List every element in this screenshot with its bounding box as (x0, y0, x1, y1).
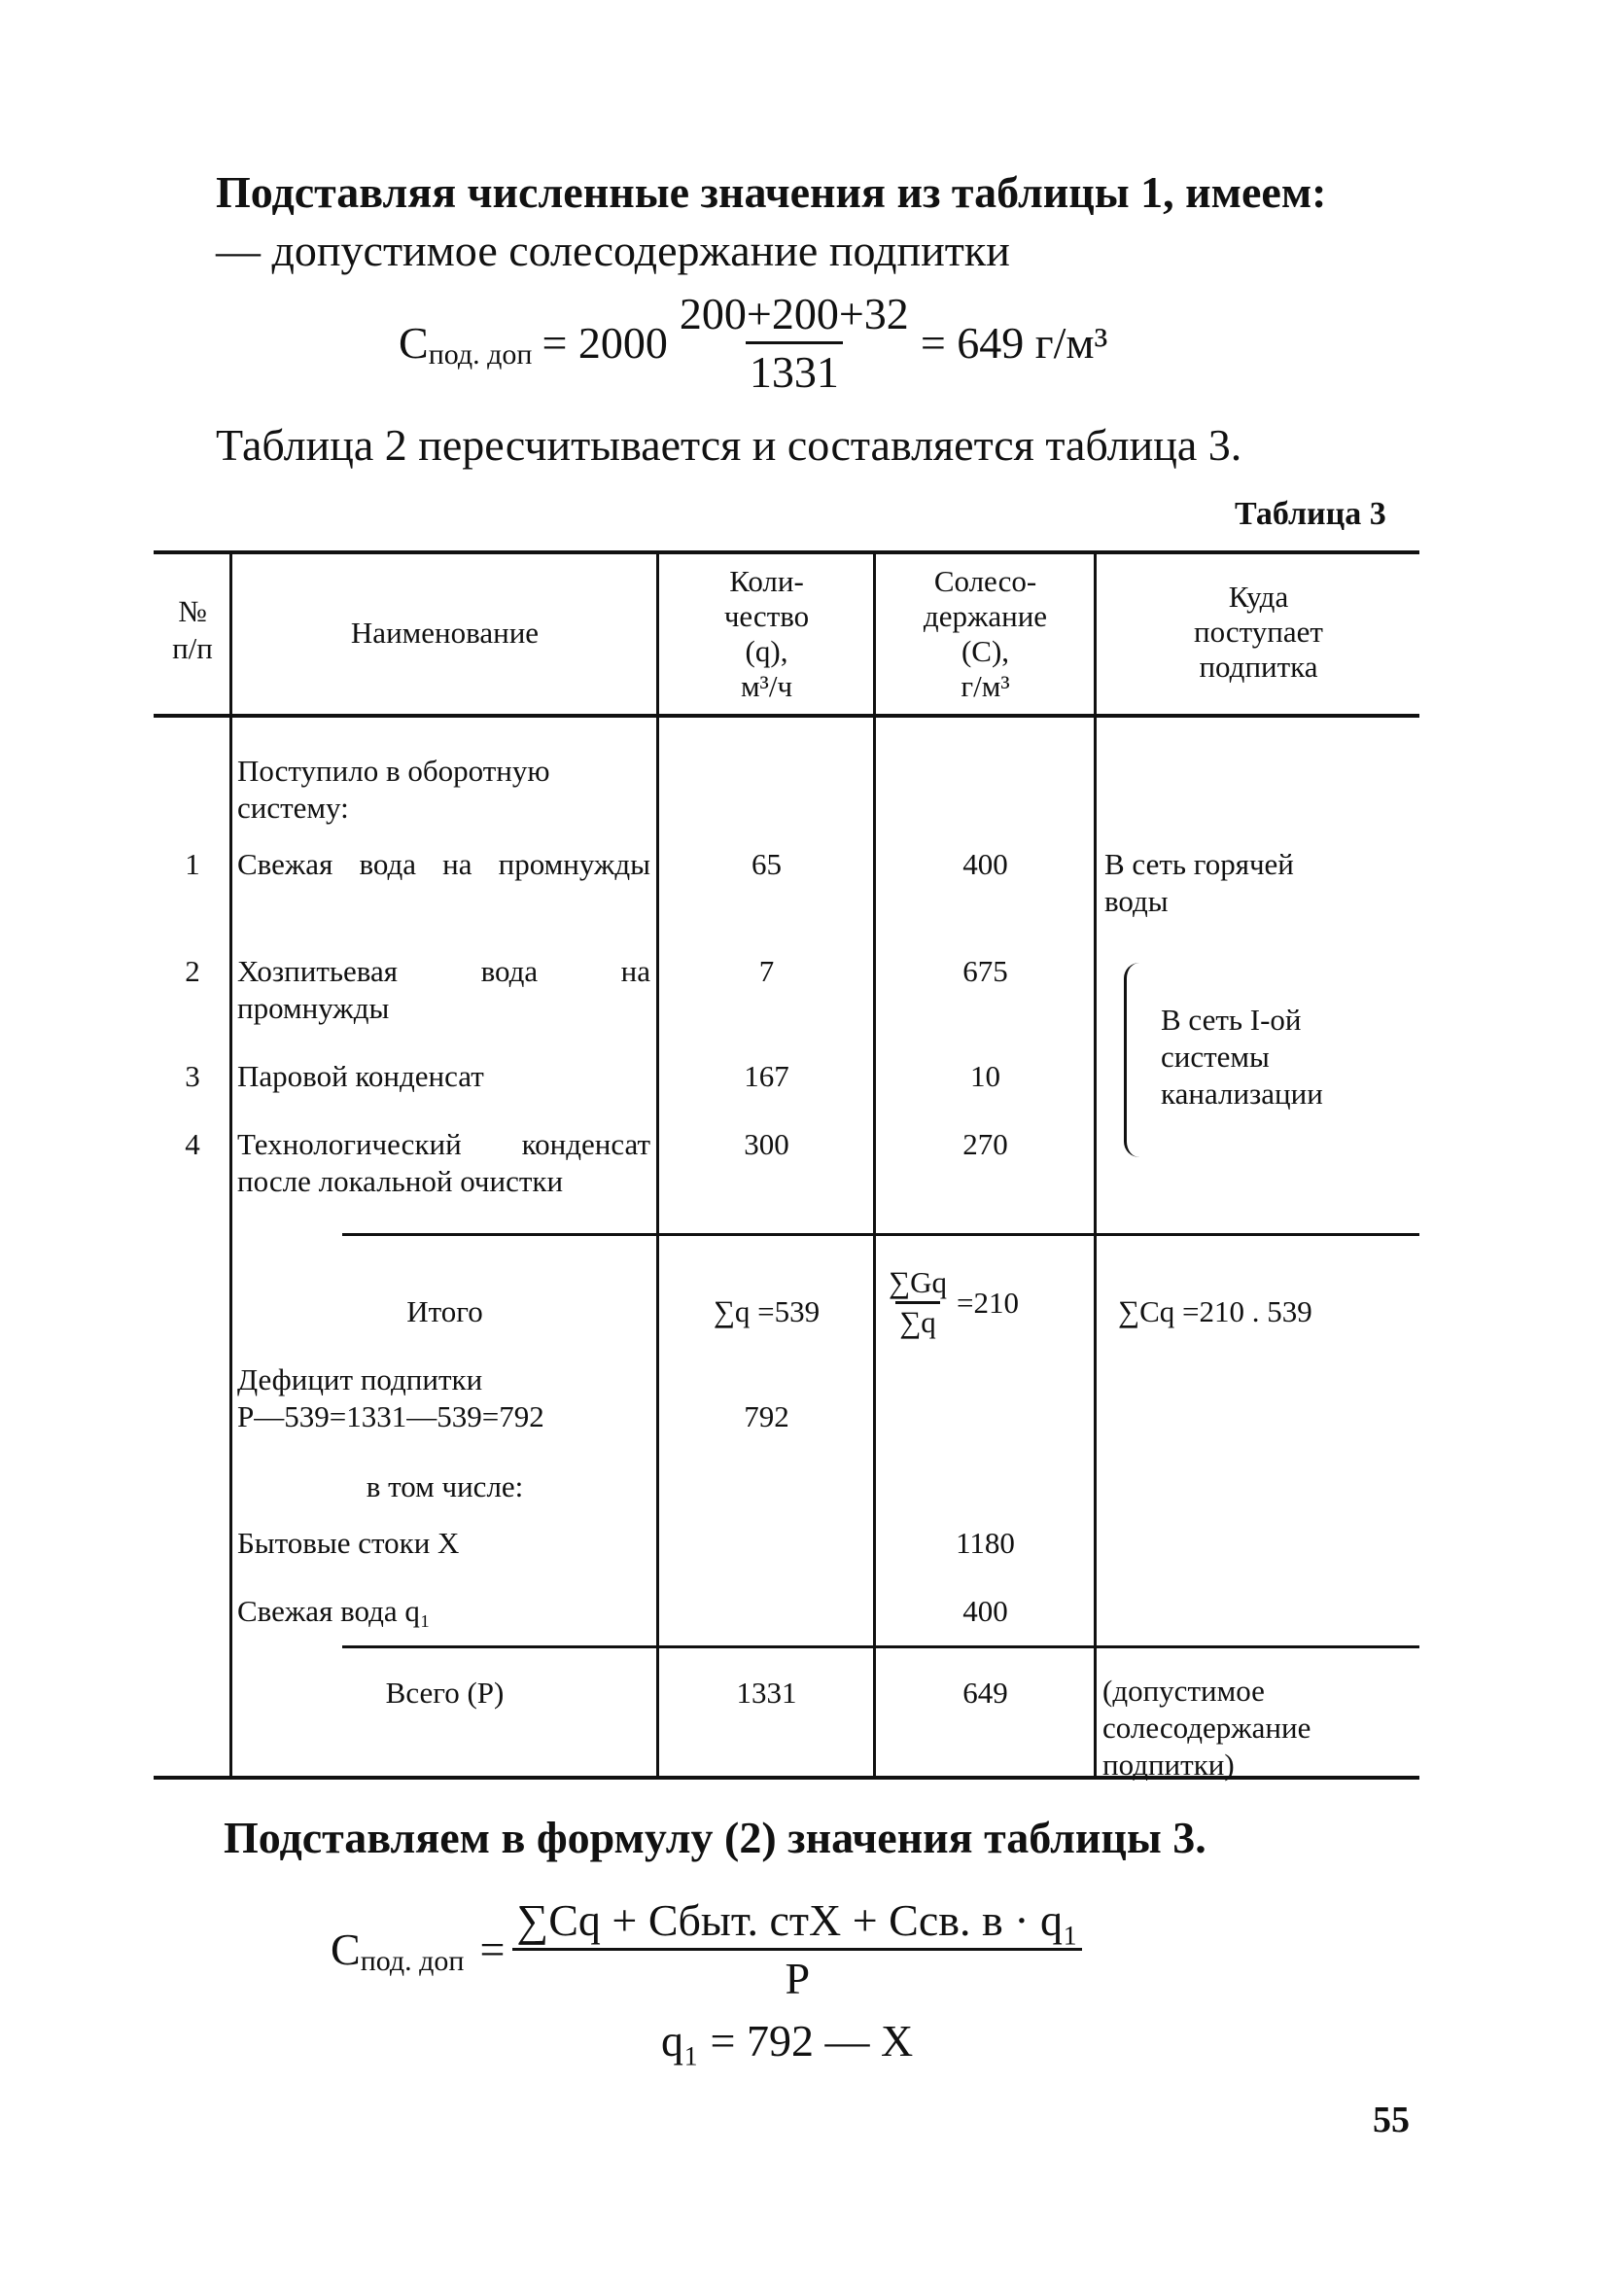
deficit-label-line-1: Дефицит подпитки (237, 1362, 483, 1396)
itogo-dest: ∑Cq =210 . 539 (1118, 1294, 1312, 1328)
header-dest: Куда поступает подпитка (1194, 580, 1323, 684)
formula-1-lhs: С (399, 318, 429, 368)
row-3-name: Паровой конденсат (237, 1059, 484, 1093)
itogo-salt-denominator: ∑q (895, 1301, 940, 1341)
table-intro: Таблица 2 пересчитывается и составляется таблица 3. (216, 420, 1242, 470)
table-total-rule (342, 1645, 1419, 1648)
formula-1-rhs: = 649 г/м³ (920, 318, 1108, 368)
itogo-salt-value: =210 (957, 1285, 1019, 1320)
row-4-salt: 270 (962, 1127, 1008, 1161)
header-name: Наименование (350, 616, 540, 650)
itogo-salt (885, 1264, 1094, 1341)
formula-2 (331, 1894, 1090, 2004)
formula-1-numerator: 200+200+32 (679, 289, 909, 338)
col-divider-2 (656, 554, 659, 1776)
total-label: Всего (Р) (385, 1676, 505, 1710)
row-2-num: 2 (185, 954, 200, 988)
formula-1-eq: = 2000 (542, 318, 668, 368)
header-num: № п/п (172, 594, 213, 665)
table-itogo-rule (342, 1233, 1419, 1236)
deficit-qty: 792 (744, 1399, 789, 1433)
row-4-num: 4 (185, 1127, 200, 1161)
intro-line-1: Подставляя численные значения из таблицы 1, имеем: (216, 167, 1327, 217)
formula-2-denominator: Р (512, 1948, 1082, 2004)
total-salt: 649 (962, 1676, 1008, 1710)
table-header-rule (154, 714, 1419, 718)
sub-row-2-name: Свежая вода q₁ (237, 1594, 431, 1628)
group-brace (1124, 963, 1140, 1157)
intro-line-2: — допустимое солесодержание подпитки (216, 226, 1010, 275)
header-salt: Солесо- держание (С), г/м³ (923, 564, 1048, 703)
row-2-qty: 7 (758, 954, 775, 988)
formula-2-lhs-sub: под. доп (360, 1944, 465, 1977)
row-2-salt: 675 (962, 954, 1008, 988)
formula-2-intro: Подставляем в формулу (2) значения таблицы 3. (224, 1813, 1206, 1862)
row-1-name: Свежая вода на промнужды (237, 847, 650, 881)
sub-row-1-salt: 1180 (956, 1526, 1015, 1560)
col-divider-4 (1094, 554, 1097, 1776)
itogo-qty: ∑q =539 (713, 1294, 821, 1328)
section-title: Поступило в оборотную систему: (237, 754, 550, 825)
formula-2-numerator: ∑Cq + Cбыт. стX + Cсв. в · q₁ (516, 1895, 1079, 1945)
itogo-salt-numerator: ∑Gq (889, 1265, 947, 1299)
row-4-name: Технологический конденсат после локальной очистки (237, 1127, 650, 1198)
including-label: в том числе: (366, 1469, 524, 1503)
formula-2-fraction (512, 1894, 1082, 2004)
row-1-dest: В сеть горячей воды (1104, 847, 1294, 918)
row-4-qty: 300 (744, 1127, 789, 1161)
itogo-label: Итого (406, 1294, 483, 1328)
col-divider-3 (873, 554, 876, 1776)
row-1-num: 1 (185, 847, 200, 881)
total-dest: (допустимое солесодержание подпитки) (1102, 1674, 1311, 1782)
sub-row-2-salt: 400 (962, 1594, 1008, 1628)
group-dest: В сеть I-ой системы канализации (1161, 1003, 1323, 1111)
table-label: Таблица 3 (1235, 496, 1386, 532)
row-3-salt: 10 (970, 1059, 1000, 1093)
row-1-qty: 65 (752, 847, 782, 881)
formula-1-denominator: 1331 (746, 341, 843, 398)
total-qty: 1331 (736, 1676, 797, 1710)
row-3-qty: 167 (744, 1059, 789, 1093)
sub-row-1-name: Бытовые стоки Х (237, 1526, 460, 1560)
deficit-label-line-2: Р—539=1331—539=792 (237, 1399, 544, 1433)
formula-1 (399, 288, 1107, 398)
formula-2-lhs: С (331, 1925, 361, 1974)
formula-1-lhs-sub: под. доп (428, 337, 533, 371)
formula-1-fraction (676, 288, 913, 398)
row-1-salt: 400 (962, 847, 1008, 881)
deficit-label (237, 1361, 650, 1435)
row-3-num: 3 (185, 1059, 200, 1093)
formula-3: q₁ = 792 — X (661, 2016, 914, 2066)
table-top-rule (154, 550, 1419, 554)
itogo-salt-fraction (885, 1264, 951, 1341)
header-qty: Коли- чество (q), м³/ч (723, 564, 810, 703)
formula-2-eq: = (479, 1925, 506, 1974)
col-divider-1 (229, 554, 232, 1776)
row-2-name: Хозпитьевая вода на промнужды (237, 954, 650, 1025)
page-number: 55 (1373, 2100, 1410, 2140)
